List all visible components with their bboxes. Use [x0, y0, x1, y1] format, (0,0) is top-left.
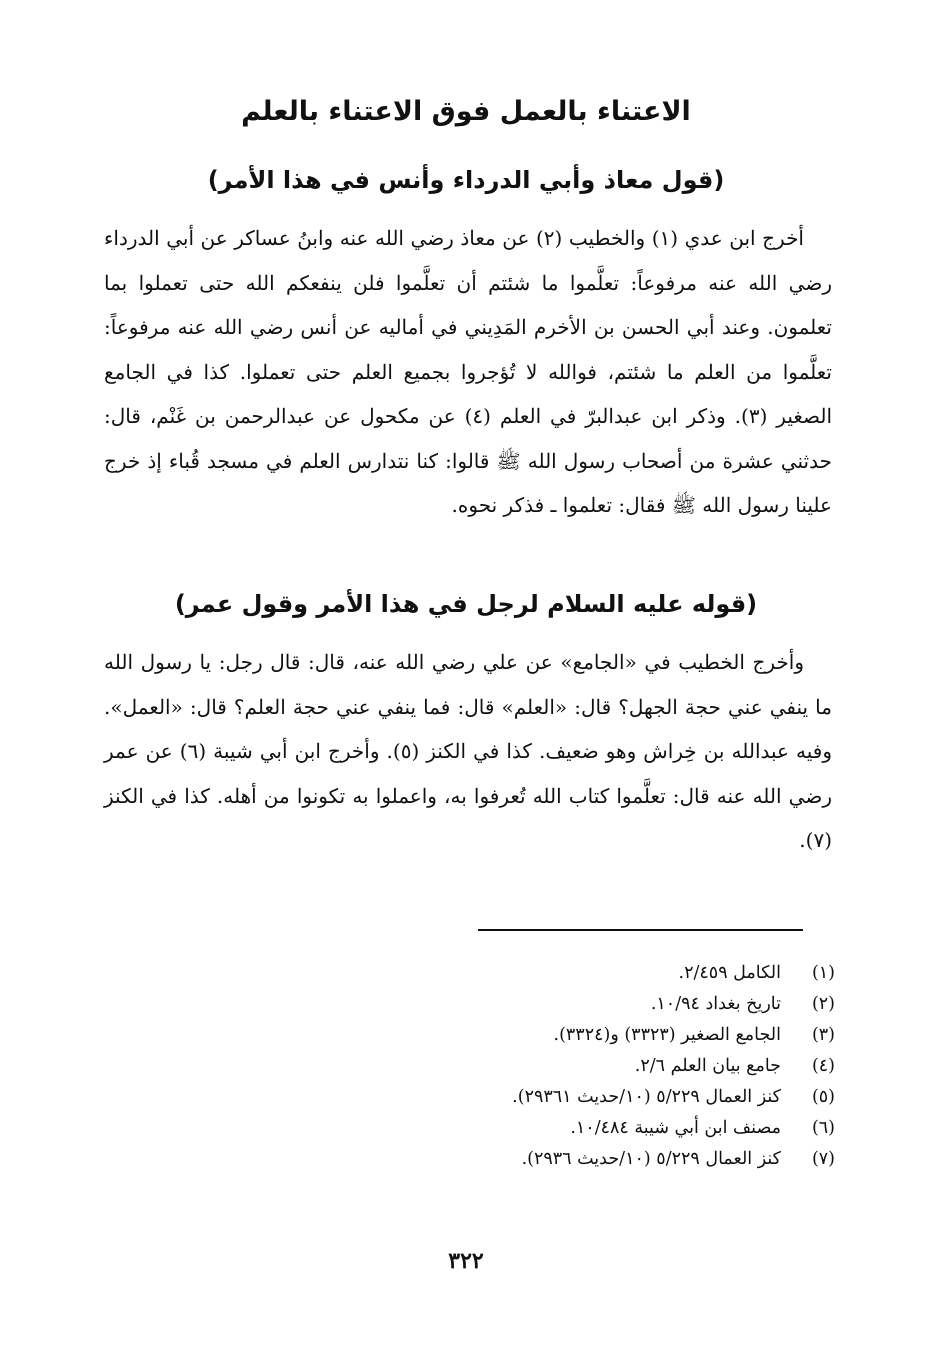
page-number: ٣٢٢ — [448, 1248, 484, 1274]
footnote-number: (٢) — [811, 994, 835, 1014]
footnote-item — [330, 958, 835, 989]
footnote-text: الجامع الصغير (٣٣٢٣) و(٣٣٢٤). — [553, 1025, 781, 1045]
footnote-item — [330, 989, 835, 1020]
footnote-number: (٣) — [811, 1025, 835, 1045]
footnote-number: (٧) — [811, 1149, 835, 1169]
footnote-item — [330, 1051, 835, 1082]
footnote-item — [330, 1020, 835, 1051]
footnote-number: (٥) — [811, 1087, 835, 1107]
footnote-number: (١) — [811, 963, 835, 983]
section-1-body — [104, 216, 832, 528]
section-2-paragraph: وأخرج الخطيب في «الجامع» عن علي رضي الله عنه، قال: قال رجل: يا رسول الله ما ينفي عني حجة الجهل؟ قال: «العلم» قال: فما ينفي عني حجة العلم؟ قال: «العمل». وفيه عبدالله بن خِراش وهو ضعيف. كذا في الكنز (٥). وأخرج ابن أبي شيبة (٦) عن عمر رضي الله عنه قال: تعلَّموا كتاب الله تُعرفوا به، واعملوا به تكونوا من أهله. كذا في الكنز (٧). — [104, 650, 832, 852]
section-2-body — [104, 640, 832, 863]
footnote-item — [330, 1113, 835, 1144]
footnote-text: جامع بيان العلم ٢/٦. — [634, 1056, 781, 1076]
footnote-number: (٤) — [811, 1056, 835, 1076]
footnote-text: تاريخ بغداد ١٠/٩٤. — [650, 994, 781, 1014]
footnote-divider — [478, 929, 803, 931]
footnote-number: (٦) — [811, 1118, 835, 1138]
footnotes-list — [330, 958, 835, 1175]
footnote-item — [330, 1144, 835, 1175]
section-1-paragraph: أخرج ابن عدي (١) والخطيب (٢) عن معاذ رضي الله عنه وابنُ عساكر عن أبي الدرداء رضي الله عنه مرفوعاً: تعلَّموا ما شئتم أن تعلَّموا فلن ينفعكم الله حتى تعملوا بما تعلمون. وعند أبي الحسن بن الأخرم المَدِيني في أماليه عن أنس رضي الله عنه مرفوعاً: تعلَّموا من العلم ما شئتم، فوالله لا تُؤجروا بجميع العلم حتى تعملوا. كذا في الجامع الصغير (٣). وذكر ابن عبدالبرّ في العلم (٤) عن مكحول عن عبدالرحمن بن غَنْم، قال: حدثني عشرة من أصحاب رسول الله ﷺ قالوا: كنا نتدارس العلم في مسجد قُباء إذ خرج علينا رسول الله ﷺ فقال: تعلموا ـ فذكر نحوه. — [104, 226, 833, 517]
section-heading-2: (قوله عليه السلام لرجل في هذا الأمر وقول عمر) — [174, 590, 758, 618]
page-title: الاعتناء بالعمل فوق الاعتناء بالعلم — [241, 96, 691, 127]
footnote-item — [330, 1082, 835, 1113]
footnote-text: مصنف ابن أبي شيبة ١٠/٤٨٤. — [570, 1118, 781, 1138]
footnote-text: كنز العمال ٥/٢٢٩ (١٠/حديث ٢٩٣٦). — [521, 1149, 781, 1169]
section-heading-1: (قول معاذ وأبي الدرداء وأنس في هذا الأمر) — [207, 166, 725, 194]
footnote-text: الكامل ٢/٤٥٩. — [678, 963, 781, 983]
footnote-text: كنز العمال ٥/٢٢٩ (١٠/حديث ٢٩٣٦١). — [512, 1087, 781, 1107]
